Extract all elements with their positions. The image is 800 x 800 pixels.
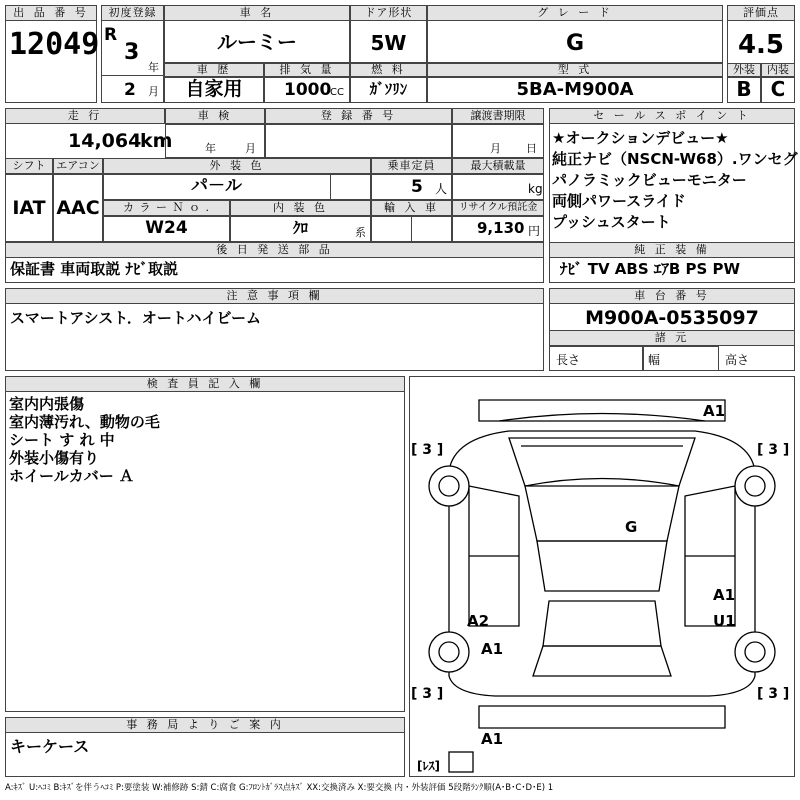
int-color: ｸﾛ (292, 219, 308, 237)
grade-header: グ レ ー ド (427, 5, 723, 21)
later-parts: 保証書 車両取説 ﾅﾋﾞ取説 (10, 260, 178, 278)
history-header: 車 歴 (164, 63, 264, 77)
history: 自家用 (185, 78, 243, 100)
legend: A:ｷｽﾞ U:ﾍｺﾐ B:ｷｽﾞを伴うﾍｺﾐ P:要塗装 W:補修跡 S:錆 C:腐食 G:ﾌﾛﾝﾄｶﾞﾗｽ点ｷｽﾞ XX:交換済み X:要交換 内・外装評価 5段階ﾗﾝｸ順(A･B･C･D･E) 1 (5, 783, 554, 793)
mark-left-rear-wheel: A1 (481, 640, 504, 658)
fuel-header: 燃 料 (350, 63, 427, 77)
load-header: 最大積載量 (452, 158, 544, 174)
tire-mark-front-right: [ 3 ] (757, 442, 790, 458)
mileage-header: 走 行 (5, 108, 165, 124)
inspector-note: シート す れ 中 (9, 431, 115, 449)
int-color-header: 内 装 色 (230, 200, 371, 216)
plate-header: 登 録 番 号 (265, 108, 452, 124)
mileage: 14,064 (68, 130, 142, 152)
chassis-header: 車 台 番 号 (549, 288, 795, 304)
recycle: 9,130 (477, 219, 525, 237)
transfer-day-unit: 日 (526, 142, 537, 155)
shift-header: シフト (5, 158, 53, 174)
transfer-header: 譲渡書期限 (452, 108, 544, 124)
model: 5BA-M900A (516, 79, 634, 100)
inspection-month-unit: 月 (245, 142, 256, 155)
year-unit: 年 (148, 61, 159, 74)
model-header: 型 式 (427, 63, 723, 77)
load-unit: kg (528, 182, 543, 196)
sales-point: プッシュスタート (552, 213, 671, 231)
capacity: 5 (411, 177, 423, 197)
transfer-month-unit: 月 (490, 142, 501, 155)
color-no-header: カ ラ ー Ｎ ｏ . (103, 200, 230, 216)
equipment: ﾅﾋﾞ TV ABS ｴｱB PS PW (560, 260, 741, 278)
mark-windshield: G (625, 518, 638, 536)
displacement: 1000 (284, 80, 332, 100)
sales-point: ★オークションデビュー★ (552, 129, 729, 147)
caution-header: 注 意 事 項 欄 (5, 288, 544, 304)
ext-color-subcell (330, 174, 371, 200)
sales-point: 純正ナビ（NSCN-W68）.ワンセグ (552, 150, 798, 168)
sales-header: セ ー ル ス ポ イ ン ト (549, 108, 795, 124)
tire-front-left (429, 466, 469, 506)
mileage-unit: km (140, 130, 173, 152)
tire-rear-right (735, 632, 775, 672)
interior-header: 内装 (761, 63, 795, 77)
office-header: 事 務 局 よ り ご 案 内 (5, 717, 405, 733)
lot-header: 出 品 番 号 (5, 5, 97, 21)
inspector-header: 検 査 員 記 入 欄 (5, 376, 405, 392)
first-reg-year: 3 (124, 40, 140, 65)
later-parts-header: 後 日 発 送 部 品 (5, 242, 544, 258)
sales-points (552, 129, 798, 231)
recycle-unit: 円 (528, 224, 541, 238)
inspection-header: 車 検 (165, 108, 265, 124)
tire-mark-rear-right: [ 3 ] (757, 686, 790, 702)
door-type: 5W (370, 31, 407, 55)
month-unit: 月 (148, 85, 159, 98)
mark-right-rear-door-dent: U1 (713, 612, 736, 630)
era: R (104, 25, 118, 45)
height-label: 高さ (725, 353, 750, 367)
mark-right-rear-door: A1 (713, 586, 736, 604)
first-reg-header: 初度登録 (101, 5, 164, 21)
shift: IAT (12, 197, 46, 219)
dims-header: 諸 元 (549, 330, 795, 346)
score: 4.5 (737, 30, 785, 60)
mark-rear-bumper: A1 (481, 730, 504, 748)
first-reg-month: 2 (124, 80, 136, 100)
first-reg-divider (101, 75, 164, 76)
plate-cell (265, 124, 452, 158)
inspector-notes (9, 395, 160, 485)
car-name-header: 車 名 (164, 5, 350, 21)
import-header: 輸 入 車 (371, 200, 452, 216)
int-color-unit: 系 (355, 226, 366, 239)
recycle-header: リサイクル預託金 (452, 200, 544, 216)
exterior-header: 外装 (727, 63, 761, 77)
displacement-header: 排 気 量 (264, 63, 350, 77)
score-header: 評価点 (727, 5, 795, 21)
sales-point: 両側パワースライド (552, 192, 686, 210)
exterior-grade: B (736, 77, 752, 101)
ac: AAC (56, 197, 100, 219)
import-subcell (411, 216, 452, 242)
inspector-note: 室内内張傷 (9, 395, 85, 413)
caution-text: スマートアシスト．オートハイビーム (10, 309, 261, 327)
door-header: ドア形状 (350, 5, 427, 21)
capacity-header: 乗車定員 (371, 158, 452, 174)
grade: G (565, 31, 585, 56)
ac-header: エアコン (53, 158, 103, 174)
capacity-unit: 人 (435, 182, 448, 196)
tire-front-right (735, 466, 775, 506)
inspector-note: 室内薄汚れ、動物の毛 (9, 413, 160, 431)
car-diagram (409, 376, 795, 777)
fuel: ｶﾞｿﾘﾝ (369, 80, 408, 98)
mark-left-rear-door: A2 (467, 612, 490, 630)
inspector-note: ホイールカバー Ａ (9, 467, 134, 485)
tire-rear-left (429, 632, 469, 672)
ext-color: パ－ル (191, 176, 242, 196)
inspection-year-unit: 年 (205, 142, 216, 155)
office-text: キーケース (10, 737, 90, 756)
displacement-unit: CC (330, 87, 344, 98)
sales-point: パノラミックビューモニター (552, 171, 747, 189)
car-name: ルーミー (217, 30, 297, 54)
mark-front-bumper: A1 (703, 402, 726, 420)
color-no: W24 (145, 218, 188, 238)
inspector-note: 外装小傷有り (9, 449, 100, 467)
width-label: 幅 (648, 353, 661, 367)
tire-mark-front-left: [ 3 ] (411, 442, 444, 458)
length-label: 長さ (556, 353, 581, 367)
lot-number: 12049 (9, 27, 100, 62)
interior-grade: C (770, 77, 786, 101)
chassis-number: M900A-0535097 (585, 307, 759, 329)
spare-mark: [ﾚｽ] (417, 759, 440, 773)
equipment-header: 純 正 装 備 (549, 242, 795, 258)
ext-color-header: 外 装 色 (103, 158, 371, 174)
tire-mark-rear-left: [ 3 ] (411, 686, 444, 702)
